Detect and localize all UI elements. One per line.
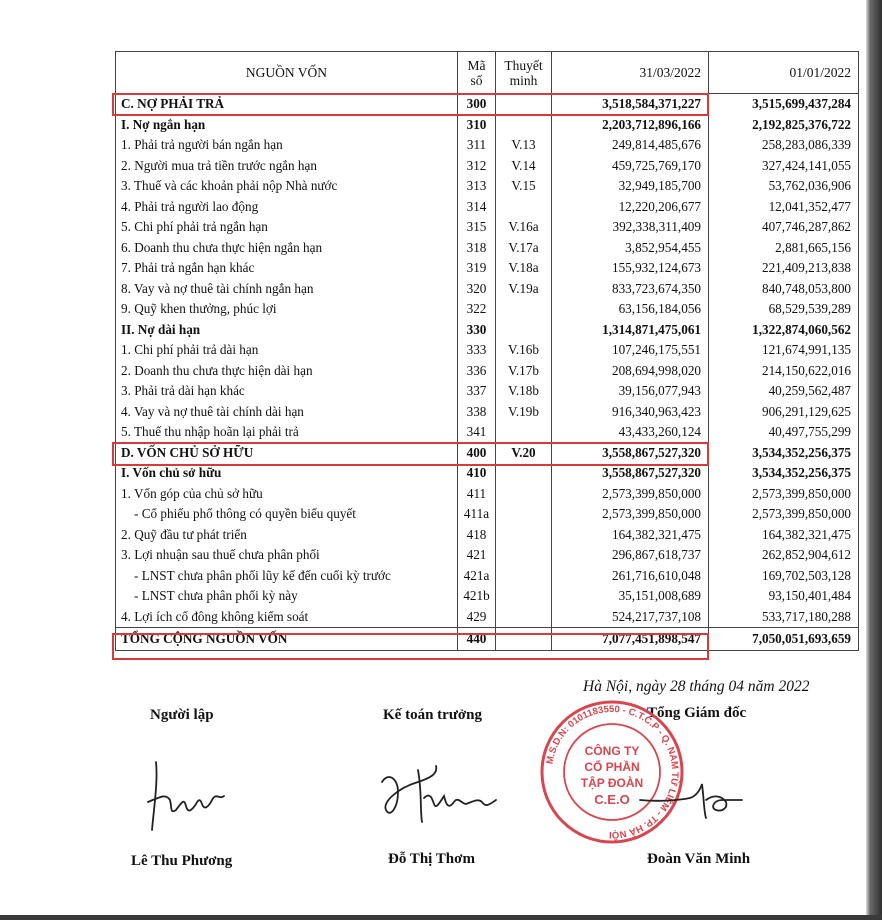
header-code: Mã số: [458, 52, 496, 94]
row-value-previous: 906,291,129,625: [709, 402, 859, 423]
row-value-previous: 40,259,562,487: [709, 381, 859, 402]
row-note: V.17a: [496, 238, 552, 259]
stamp-line-3: TẬP ĐOÀN: [580, 776, 644, 790]
row-code: 429: [458, 607, 496, 628]
row-value-current: 261,716,610,048: [552, 566, 709, 587]
row-label: TỔNG CỘNG NGUỒN VỐN: [116, 628, 458, 651]
row-value-current: 3,558,867,527,320: [552, 443, 709, 464]
row-value-previous: 221,409,213,838: [709, 258, 859, 279]
director-signature: [630, 760, 750, 840]
row-code: 337: [458, 381, 496, 402]
row-note: V.19b: [496, 402, 552, 423]
row-value-previous: 53,762,036,906: [709, 176, 859, 197]
stamp-line-1: CÔNG TY: [584, 744, 640, 758]
row-value-previous: 169,702,503,128: [709, 566, 859, 587]
row-code: 421a: [458, 566, 496, 587]
row-code: 320: [458, 279, 496, 300]
row-label: - Cổ phiếu phổ thông có quyền biểu quyết: [116, 504, 458, 525]
table-row: [116, 545, 859, 566]
highlight-box-equity: [112, 442, 709, 466]
row-note: V.16b: [496, 340, 552, 361]
row-note: [496, 115, 552, 136]
row-value-current: 524,217,737,108: [552, 607, 709, 628]
row-code: 330: [458, 320, 496, 341]
table-row: [116, 320, 859, 341]
table-row: [116, 381, 859, 402]
row-value-current: 63,156,184,056: [552, 299, 709, 320]
row-label: 1. Vốn góp của chủ sở hữu: [116, 484, 458, 505]
row-note: [496, 299, 552, 320]
table-row: [116, 586, 859, 607]
row-value-current: 3,518,584,371,227: [552, 94, 709, 115]
row-value-previous: 840,748,053,800: [709, 279, 859, 300]
row-label: 1. Phải trả người bán ngắn hạn: [116, 135, 458, 156]
preparer-title: Người lập: [150, 707, 214, 723]
svg-text:M.S.D.N: 0101183550 - C.T.C.P: M.S.D.N: 0101183550 - C.T.C.P - Q. NAM TỪ LIÊM - TP. HÀ NỘI: [544, 703, 681, 841]
table-row: [116, 422, 859, 443]
row-value-previous: 2,573,399,850,000: [709, 504, 859, 525]
accountant-signature: [378, 752, 518, 842]
row-label: 1. Chi phí phải trả dài hạn: [116, 340, 458, 361]
row-value-current: 916,340,963,423: [552, 402, 709, 423]
row-code: 440: [458, 628, 496, 651]
row-note: [496, 607, 552, 628]
row-code: 411: [458, 484, 496, 505]
row-note: [496, 422, 552, 443]
accountant-title: Kế toán trưởng: [383, 707, 482, 723]
table-row: [116, 361, 859, 382]
row-note: V.20: [496, 443, 552, 464]
row-value-previous: 2,881,665,156: [709, 238, 859, 259]
viewer-bottom-edge: [0, 915, 882, 920]
row-code: 310: [458, 115, 496, 136]
table-header-row: [116, 52, 859, 94]
row-value-previous: 3,515,699,437,284: [709, 94, 859, 115]
row-value-current: 32,949,185,700: [552, 176, 709, 197]
row-note: V.18b: [496, 381, 552, 402]
row-code: 338: [458, 402, 496, 423]
table-row: [116, 238, 859, 259]
table-row: [116, 607, 859, 628]
row-label: 9. Quỹ khen thưởng, phúc lợi: [116, 299, 458, 320]
row-label: 8. Vay và nợ thuê tài chính ngắn hạn: [116, 279, 458, 300]
table-row: [116, 217, 859, 238]
row-value-current: 459,725,769,170: [552, 156, 709, 177]
table-row: [116, 504, 859, 525]
stamp-line-2: CỔ PHẦN: [584, 760, 640, 774]
row-code: 322: [458, 299, 496, 320]
table-row: [116, 115, 859, 136]
row-note: [496, 566, 552, 587]
row-value-previous: 40,497,755,299: [709, 422, 859, 443]
row-value-current: 39,156,077,943: [552, 381, 709, 402]
row-note: [496, 504, 552, 525]
row-code: 336: [458, 361, 496, 382]
row-value-current: 107,246,175,551: [552, 340, 709, 361]
row-label: - LNST chưa phân phối kỳ này: [116, 586, 458, 607]
row-value-previous: 7,050,051,693,659: [709, 628, 859, 651]
header-note: Thuyết minh: [496, 52, 552, 94]
preparer-signature: [140, 752, 240, 842]
row-note: [496, 463, 552, 484]
row-value-current: 43,433,260,124: [552, 422, 709, 443]
table-row: [116, 402, 859, 423]
row-note: [496, 484, 552, 505]
preparer-name: Lê Thu Phương: [131, 853, 233, 869]
place-date: Hà Nội, ngày 28 tháng 04 năm 2022: [583, 678, 810, 695]
row-value-current: 12,220,206,677: [552, 197, 709, 218]
row-code: 418: [458, 525, 496, 546]
row-code: 421b: [458, 586, 496, 607]
table-row: [116, 258, 859, 279]
row-code: 319: [458, 258, 496, 279]
row-label: 3. Lợi nhuận sau thuế chưa phân phối: [116, 545, 458, 566]
row-code: 311: [458, 135, 496, 156]
header-source: NGUỒN VỐN: [116, 52, 458, 94]
row-code: 315: [458, 217, 496, 238]
row-value-previous: 262,852,904,612: [709, 545, 859, 566]
viewer-edge: [866, 0, 882, 920]
row-code: 411a: [458, 504, 496, 525]
row-code: 341: [458, 422, 496, 443]
row-value-previous: 214,150,622,016: [709, 361, 859, 382]
row-value-current: 155,932,124,673: [552, 258, 709, 279]
row-value-current: 1,314,871,475,061: [552, 320, 709, 341]
row-value-previous: 93,150,401,484: [709, 586, 859, 607]
row-value-current: 392,338,311,409: [552, 217, 709, 238]
row-code: 300: [458, 94, 496, 115]
row-label: 2. Quỹ đầu tư phát triển: [116, 525, 458, 546]
table-row: [116, 197, 859, 218]
row-label: 2. Doanh thu chưa thực hiện dài hạn: [116, 361, 458, 382]
row-value-previous: 121,674,991,135: [709, 340, 859, 361]
row-value-previous: 12,041,352,477: [709, 197, 859, 218]
row-label: 2. Người mua trả tiền trước ngắn hạn: [116, 156, 458, 177]
row-label: 5. Chi phí phải trả ngắn hạn: [116, 217, 458, 238]
row-value-current: 7,077,451,898,547: [552, 628, 709, 651]
table-row: [116, 566, 859, 587]
row-value-previous: 258,283,086,339: [709, 135, 859, 156]
row-label: 5. Thuế thu nhập hoãn lại phải trả: [116, 422, 458, 443]
row-value-previous: 68,529,539,289: [709, 299, 859, 320]
row-note: [496, 545, 552, 566]
row-value-current: 2,573,399,850,000: [552, 484, 709, 505]
row-value-current: 833,723,674,350: [552, 279, 709, 300]
row-value-current: 208,694,998,020: [552, 361, 709, 382]
row-value-previous: 2,573,399,850,000: [709, 484, 859, 505]
table-row: [116, 463, 859, 484]
row-label: 4. Lợi ích cổ đông không kiểm soát: [116, 607, 458, 628]
row-value-previous: 164,382,321,475: [709, 525, 859, 546]
row-value-previous: 1,322,874,060,562: [709, 320, 859, 341]
row-value-previous: 533,717,180,288: [709, 607, 859, 628]
table-row: [116, 299, 859, 320]
row-label: 3. Phải trả dài hạn khác: [116, 381, 458, 402]
row-note: [496, 525, 552, 546]
row-note: V.14: [496, 156, 552, 177]
row-label: 7. Phải trả ngắn hạn khác: [116, 258, 458, 279]
accountant-name: Đỗ Thị Thơm: [388, 851, 475, 867]
director-title: Tổng Giám đốc: [647, 705, 747, 721]
row-label: 3. Thuế và các khoản phải nộp Nhà nước: [116, 176, 458, 197]
row-value-current: 3,852,954,455: [552, 238, 709, 259]
row-code: 314: [458, 197, 496, 218]
row-value-current: 35,151,008,689: [552, 586, 709, 607]
row-note: V.18a: [496, 258, 552, 279]
row-value-previous: 3,534,352,256,375: [709, 443, 859, 464]
header-period-previous: 01/01/2022: [709, 52, 859, 94]
row-note: V.19a: [496, 279, 552, 300]
row-value-current: 249,814,485,676: [552, 135, 709, 156]
row-label: 6. Doanh thu chưa thực hiện ngắn hạn: [116, 238, 458, 259]
row-value-previous: 2,192,825,376,722: [709, 115, 859, 136]
row-value-previous: 3,534,352,256,375: [709, 463, 859, 484]
row-label: - LNST chưa phân phối lũy kế đến cuối kỳ trước: [116, 566, 458, 587]
row-label: II. Nợ dài hạn: [116, 320, 458, 341]
highlight-box-liabilities: [112, 93, 709, 116]
row-label: C. NỢ PHẢI TRẢ: [116, 94, 458, 115]
row-label: 4. Vay và nợ thuê tài chính dài hạn: [116, 402, 458, 423]
table-row: [116, 340, 859, 361]
balance-sheet-table: [115, 51, 859, 651]
row-value-current: 2,203,712,896,166: [552, 115, 709, 136]
row-value-current: 3,558,867,527,320: [552, 463, 709, 484]
row-note: [496, 320, 552, 341]
header-period-current: 31/03/2022: [552, 52, 709, 94]
table-row: [116, 484, 859, 505]
row-code: 400: [458, 443, 496, 464]
row-value-current: 296,867,618,737: [552, 545, 709, 566]
stamp-line-4: C.E.O: [594, 792, 630, 807]
table-row: [116, 279, 859, 300]
row-code: 313: [458, 176, 496, 197]
row-code: 312: [458, 156, 496, 177]
row-note: [496, 586, 552, 607]
row-value-previous: 327,424,141,055: [709, 156, 859, 177]
row-value-current: 164,382,321,475: [552, 525, 709, 546]
table-row: [116, 156, 859, 177]
row-code: 333: [458, 340, 496, 361]
table-row: [116, 135, 859, 156]
row-value-previous: 407,746,287,862: [709, 217, 859, 238]
row-label: 4. Phải trả người lao động: [116, 197, 458, 218]
highlight-box-total: [112, 633, 709, 660]
row-code: 410: [458, 463, 496, 484]
row-label: I. Nợ ngắn hạn: [116, 115, 458, 136]
table-row: [116, 525, 859, 546]
row-note: V.17b: [496, 361, 552, 382]
row-code: 318: [458, 238, 496, 259]
row-note: [496, 197, 552, 218]
row-note: V.15: [496, 176, 552, 197]
row-label: I. Vốn chủ sở hữu: [116, 463, 458, 484]
row-value-current: 2,573,399,850,000: [552, 504, 709, 525]
row-code: 421: [458, 545, 496, 566]
row-note: V.16a: [496, 217, 552, 238]
row-note: V.13: [496, 135, 552, 156]
director-name: Đoàn Văn Minh: [647, 851, 751, 867]
row-label: D. VỐN CHỦ SỞ HỮU: [116, 443, 458, 464]
table-row: [116, 176, 859, 197]
